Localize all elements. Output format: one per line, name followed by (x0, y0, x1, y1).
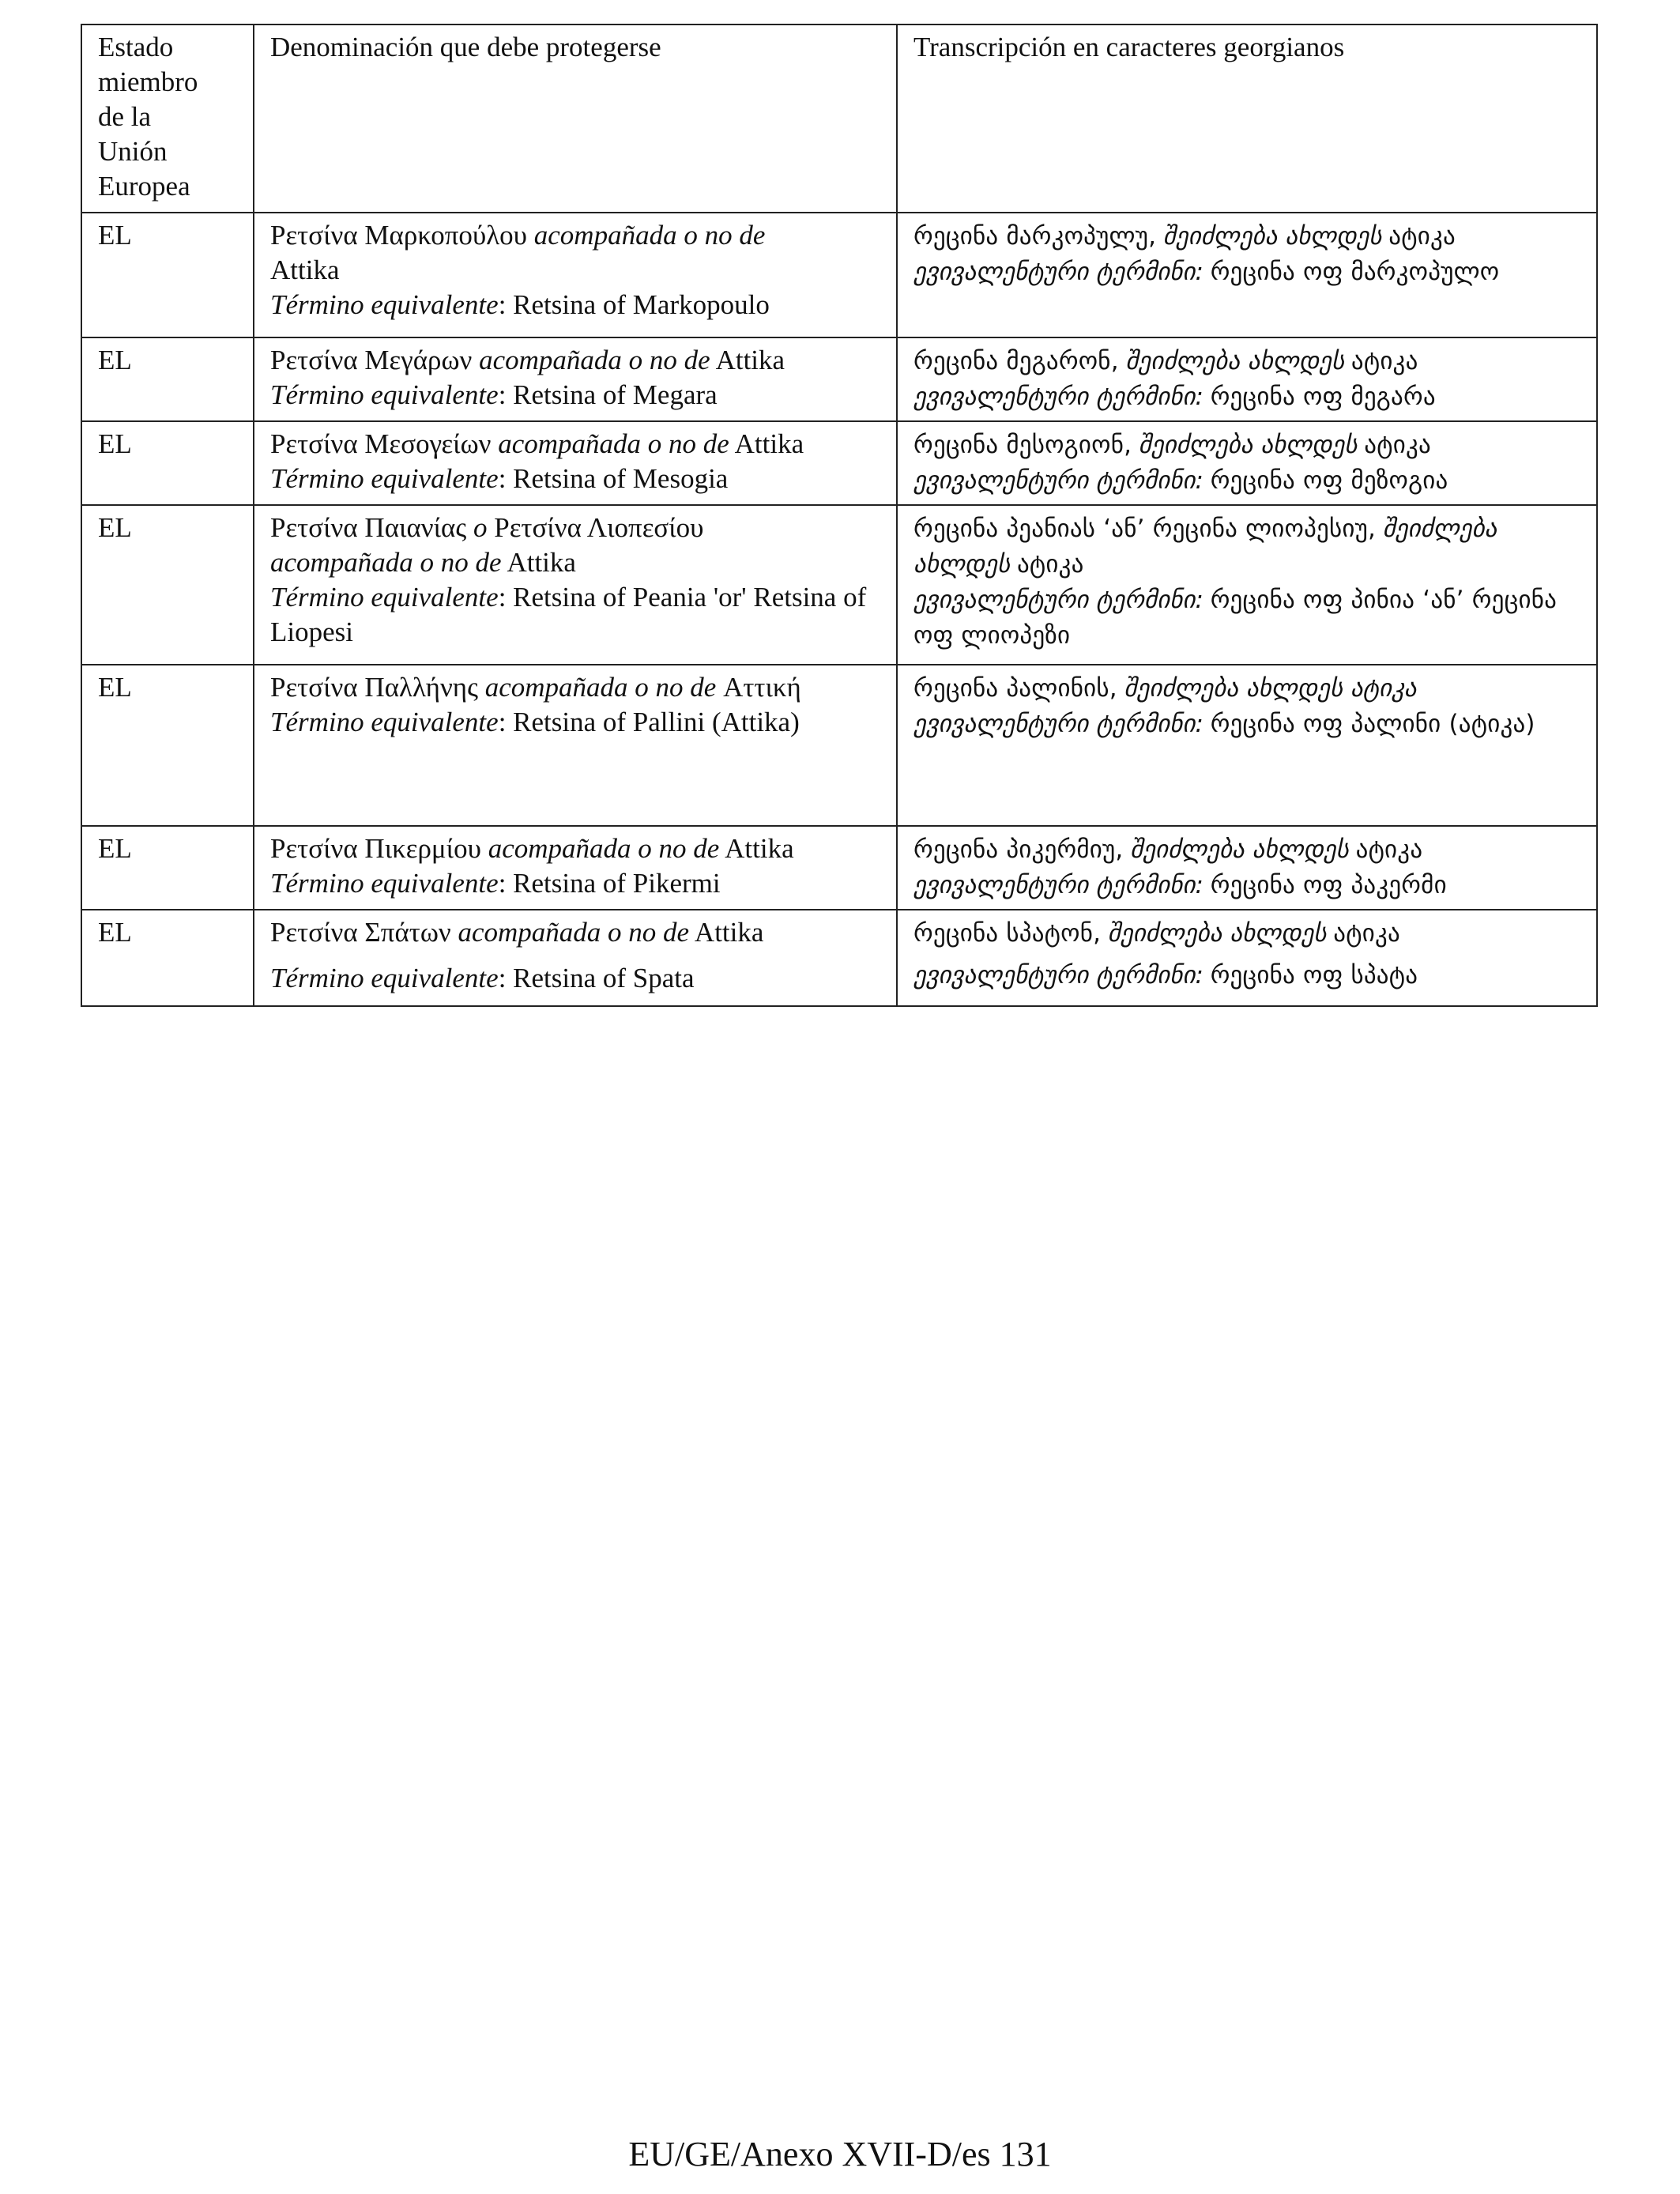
equivalent-term-label: Término equivalente (270, 379, 499, 410)
cell-member-state (81, 337, 254, 421)
georgian-region: ატიკა (1355, 835, 1423, 864)
georgian-equivalent-label: ევივალენტური ტერმინი: (913, 871, 1203, 899)
header-name-to-protect-text: Denominación que debe protegerse (270, 32, 661, 62)
table-row (81, 665, 1597, 826)
cell-denomination (254, 665, 897, 826)
georgian-connector: შეიძლება ახლდეს (1107, 919, 1327, 948)
cell-transcription (897, 505, 1597, 665)
page-footer (0, 2134, 1680, 2175)
equivalent-term (270, 288, 880, 322)
region-name: Attika (715, 345, 785, 375)
member-state-code: EL (98, 672, 132, 703)
member-state-code: EL (98, 220, 132, 251)
georgian-region: ატიკა (1016, 550, 1084, 579)
georgian-name: რეცინა მეგარონ, (913, 347, 1119, 375)
cell-member-state (81, 421, 254, 505)
equivalent-term (270, 705, 880, 740)
region-name: Attika (507, 547, 576, 578)
table-row (81, 213, 1597, 337)
greek-name: Ρετσίνα Πικερμίου (270, 833, 481, 864)
connector-text: acompañada o no de (458, 917, 690, 948)
or-connector: o (473, 512, 488, 543)
georgian-connector: შეიძლება ახლდეს (1162, 222, 1382, 251)
georgian-connector: შეიძლება ახლდეს (1125, 347, 1345, 375)
georgian-connector: შეიძლება ახლდეს ატიკა (1124, 674, 1417, 703)
georgian-connector: შეიძლება ახლდეს (1138, 431, 1358, 459)
table-row (81, 421, 1597, 505)
georgian-region: ატიკა (1333, 919, 1400, 948)
georgian-name: რეცინა პიკერმიუ, (913, 835, 1124, 864)
equivalent-term (270, 580, 880, 650)
georgian-equivalent-value: რეცინა ოფ მარკოპულო (1210, 258, 1500, 286)
header-member-state (81, 25, 254, 213)
member-state-code: EL (98, 345, 132, 375)
equivalent-term-value: : Retsina of Pallini (Attika) (498, 707, 800, 737)
cell-denomination (254, 826, 897, 910)
region-name: Attika (725, 833, 794, 864)
region-name: Attika (270, 254, 340, 285)
georgian-connector: შეიძლება ახლდეს (1130, 835, 1349, 864)
cell-transcription (897, 213, 1597, 337)
georgian-equivalent-value: რეცინა ოფ პინია ‘ან’ რეცინა ოფ ლიოპეზი (913, 586, 1558, 650)
footer-reference: EU/GE/Anexo XVII-D/es 131 (628, 2135, 1052, 2173)
georgian-region: ატიკა (1388, 222, 1456, 251)
greek-name: Ρετσίνα Παιανίας (270, 512, 467, 543)
greek-name: Ρετσίνα Παλλήνης (270, 672, 478, 703)
equivalent-term-value: : Retsina of Mesogia (498, 463, 729, 494)
georgian-equivalent-value: რეცინა ოფ მეგარა (1210, 383, 1436, 411)
connector-text: acompañada o no de (484, 672, 717, 703)
region-name: Attika (694, 917, 764, 948)
header-member-state-text: Estado miembro de la Unión Europea (98, 32, 198, 202)
georgian-equivalent-label: ევივალენტური ტერმინი: (913, 466, 1203, 495)
greek-name: Ρετσίνα Μεσογείων (270, 428, 492, 459)
equivalent-term-label: Término equivalente (270, 868, 499, 899)
cell-transcription (897, 910, 1597, 1006)
equivalent-term-value: : Retsina of Spata (498, 963, 695, 993)
cell-denomination (254, 213, 897, 337)
georgian-equivalent-label: ევივალენტური ტერმინი: (913, 961, 1203, 990)
connector-text: acompañada o no de (488, 833, 720, 864)
cell-member-state (81, 213, 254, 337)
greek-name-alternative: Ρετσίνα Λιοπεσίου (494, 512, 704, 543)
header-transcription-text: Transcripción en caracteres georgianos (913, 32, 1345, 62)
greek-name: Ρετσίνα Σπάτων (270, 917, 451, 948)
table-row (81, 826, 1597, 910)
georgian-equivalent-value: რეცინა ოფ პაკერმი (1210, 871, 1447, 899)
table-row (81, 505, 1597, 665)
equivalent-term-value: : Retsina of Peania 'or' Retsina of Liopesi (270, 582, 867, 647)
equivalent-term (270, 961, 880, 996)
table-row (81, 337, 1597, 421)
cell-member-state (81, 910, 254, 1006)
geographical-indications-table (81, 24, 1598, 1007)
cell-member-state (81, 826, 254, 910)
table-header-row (81, 25, 1597, 213)
header-name-to-protect (254, 25, 897, 213)
georgian-name: რეცინა პეანიას ‘ან’ რეცინა ლიოპესიუ, (913, 515, 1377, 543)
connector-text: acompañada o no de (498, 428, 729, 459)
region-name: Αττική (723, 672, 801, 703)
georgian-equivalent-label: ევივალენტური ტერმინი: (913, 258, 1203, 286)
connector-text: acompañada o no de (270, 547, 502, 578)
georgian-equivalent-value: რეცინა ოფ სპატა (1210, 961, 1418, 990)
header-transcription (897, 25, 1597, 213)
greek-name: Ρετσίνα Μαρκοπούλου (270, 220, 528, 251)
equivalent-term-label: Término equivalente (270, 963, 499, 993)
cell-denomination (254, 910, 897, 1006)
georgian-connector: შეიძლება ახლდეს (913, 515, 1497, 579)
equivalent-term-label: Término equivalente (270, 289, 499, 320)
cell-transcription (897, 337, 1597, 421)
cell-transcription (897, 421, 1597, 505)
greek-name: Ρετσίνα Μεγάρων (270, 345, 473, 375)
member-state-code: EL (98, 917, 132, 948)
cell-denomination (254, 505, 897, 665)
cell-denomination (254, 421, 897, 505)
member-state-code: EL (98, 512, 132, 543)
member-state-code: EL (98, 833, 132, 864)
region-name: Attika (734, 428, 804, 459)
equivalent-term-label: Término equivalente (270, 582, 499, 613)
member-state-code: EL (98, 428, 132, 459)
georgian-equivalent-value: რეცინა ოფ მეზოგია (1210, 466, 1448, 495)
georgian-name: რეცინა მარკოპულუ, (913, 222, 1157, 251)
cell-transcription (897, 826, 1597, 910)
equivalent-term-label: Término equivalente (270, 463, 499, 494)
georgian-equivalent-value: რეცინა ოფ პალინი (ატიკა) (1210, 710, 1535, 738)
equivalent-term-value: : Retsina of Markopoulo (498, 289, 770, 320)
equivalent-term (270, 866, 880, 901)
cell-member-state (81, 665, 254, 826)
georgian-name: რეცინა სპატონ, (913, 919, 1102, 948)
connector-text: acompañada o no de (479, 345, 710, 375)
cell-denomination (254, 337, 897, 421)
georgian-equivalent-label: ევივალენტური ტერმინი: (913, 586, 1203, 614)
georgian-equivalent-label: ევივალენტური ტერმინი: (913, 710, 1203, 738)
georgian-region: ატიკა (1364, 431, 1431, 459)
cell-member-state (81, 505, 254, 665)
georgian-name: რეცინა მესოგიონ, (913, 431, 1132, 459)
georgian-equivalent-label: ევივალენტური ტერმინი: (913, 383, 1203, 411)
table-row (81, 910, 1597, 1006)
equivalent-term-value: : Retsina of Pikermi (498, 868, 721, 899)
equivalent-term-label: Término equivalente (270, 707, 499, 737)
equivalent-term (270, 378, 880, 413)
equivalent-term (270, 462, 880, 496)
equivalent-term-value: : Retsina of Megara (498, 379, 718, 410)
cell-transcription (897, 665, 1597, 826)
connector-text: acompañada o no de (533, 220, 766, 251)
georgian-name: რეცინა პალინის, (913, 674, 1117, 703)
georgian-region: ატიკა (1350, 347, 1418, 375)
